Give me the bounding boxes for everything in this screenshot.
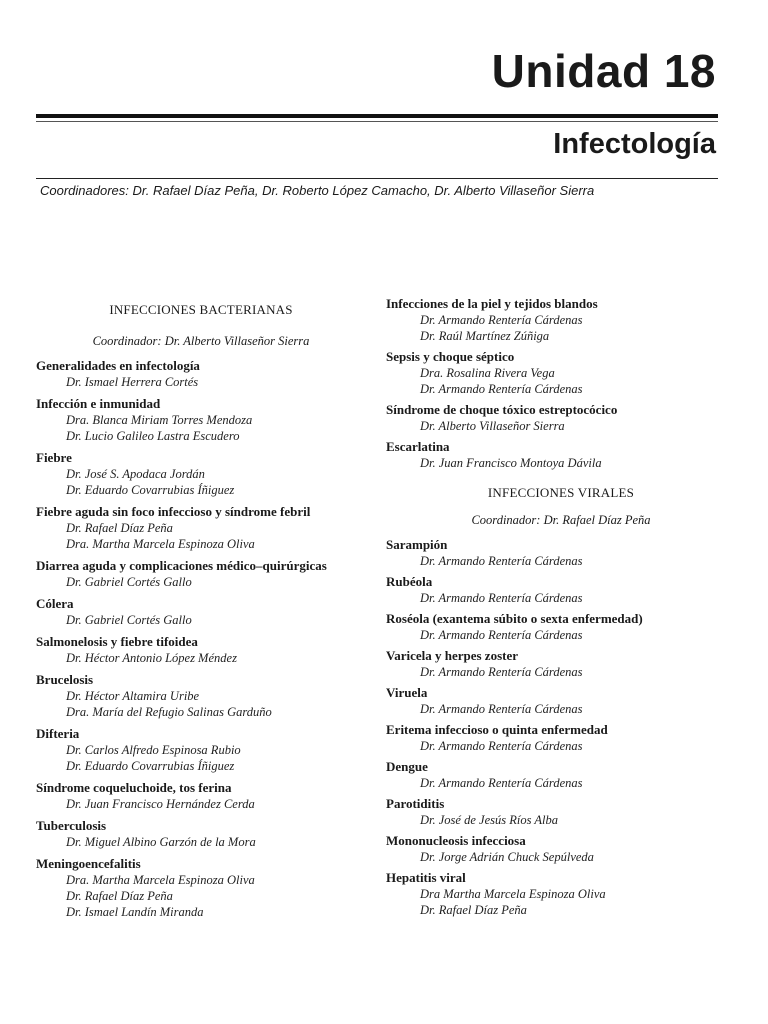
bacterial-section-coordinator: Coordinador: Dr. Alberto Villaseñor Sierra — [92, 333, 310, 348]
topic-title: Meningoencefalitis — [36, 855, 141, 871]
topic-title: Cólera — [36, 595, 74, 611]
toc-entry — [386, 722, 736, 754]
topic-title: Diarrea aguda y complicaciones médico–quirúrgicas — [36, 557, 327, 573]
topic-title: Tuberculosis — [36, 817, 107, 833]
author-name: Dra. Martha Marcela Espinoza Oliva — [66, 536, 255, 551]
author-name: Dr. Eduardo Covarrubias Íñiguez — [66, 482, 235, 497]
toc-entry — [36, 358, 366, 390]
right-column — [386, 296, 736, 923]
toc-entry — [36, 396, 366, 444]
topic-title: Dengue — [386, 758, 428, 774]
toc-entry — [36, 726, 366, 774]
toc-entry — [386, 439, 736, 471]
topic-title: Escarlatina — [386, 439, 450, 454]
toc-entry — [36, 558, 366, 590]
author-name: Dr. Armando Rentería Cárdenas — [420, 590, 583, 605]
topic-title: Síndrome de choque tóxico estreptocócico — [386, 402, 618, 417]
topic-title: Fiebre aguda sin foco infeccioso y síndrome febril — [36, 503, 311, 519]
viral-section-coordinator: Coordinador: Dr. Rafael Díaz Peña — [471, 512, 651, 527]
author-name: Dr. José S. Apodaca Jordán — [66, 466, 205, 481]
toc-entry — [386, 349, 736, 397]
toc-entry — [386, 402, 736, 434]
topic-title: Mononucleosis infecciosa — [386, 832, 526, 848]
author-name: Dr. Miguel Albino Garzón de la Mora — [66, 834, 256, 849]
toc-entry — [386, 537, 736, 569]
author-name: Dr. Gabriel Cortés Gallo — [66, 574, 192, 589]
author-name: Dr. Rafael Díaz Peña — [66, 888, 173, 903]
bacterial-topic-list — [36, 358, 366, 920]
author-name: Dr. Rafael Díaz Peña — [420, 902, 527, 917]
topic-title: Sarampión — [386, 536, 448, 552]
viral-topic-list — [386, 537, 736, 918]
author-name: Dra. Blanca Miriam Torres Mendoza — [66, 412, 253, 427]
topic-title: Difteria — [36, 725, 80, 741]
author-name: Dr. Gabriel Cortés Gallo — [66, 612, 192, 627]
header-rule-thin — [36, 121, 718, 122]
topic-title: Viruela — [386, 684, 428, 700]
topic-title: Sepsis y choque séptico — [386, 349, 515, 364]
bacterial-topic-list-continued — [386, 296, 736, 471]
viral-section-heading: INFECCIONES VIRALES — [487, 485, 635, 500]
toc-entry — [36, 450, 366, 498]
toc-entry — [386, 648, 736, 680]
topic-title: Infección e inmunidad — [36, 395, 161, 411]
toc-entry — [386, 796, 736, 828]
toc-entry — [386, 759, 736, 791]
toc-entry — [386, 296, 736, 344]
author-name: Dra. Rosalina Rivera Vega — [420, 366, 555, 380]
author-name: Dr. Armando Rentería Cárdenas — [420, 701, 583, 716]
topic-title: Brucelosis — [36, 671, 94, 687]
toc-entry — [36, 672, 366, 720]
topic-title: Hepatitis viral — [386, 869, 466, 885]
author-name: Dr. Armando Rentería Cárdenas — [420, 313, 583, 327]
topic-title: Infecciones de la piel y tejidos blandos — [386, 296, 598, 311]
topic-title: Varicela y herpes zoster — [386, 647, 519, 663]
author-name: Dr. Armando Rentería Cárdenas — [420, 627, 583, 642]
topic-title: Fiebre — [36, 449, 72, 465]
author-name: Dr. Armando Rentería Cárdenas — [420, 738, 583, 753]
unit-title: Unidad 18 — [491, 45, 716, 97]
author-name: Dr. Ismael Landín Miranda — [66, 904, 204, 919]
author-name: Dr. Juan Francisco Hernández Cerda — [66, 796, 255, 811]
author-name: Dr. Eduardo Covarrubias Íñiguez — [66, 758, 235, 773]
toc-entry — [36, 596, 366, 628]
topic-title: Generalidades en infectología — [36, 357, 200, 373]
bacterial-section-heading: INFECCIONES BACTERIANAS — [109, 302, 293, 317]
author-name: Dr. Jorge Adrián Chuck Sepúlveda — [420, 849, 594, 864]
author-name: Dr. Armando Rentería Cárdenas — [420, 553, 583, 568]
toc-entry — [386, 611, 736, 643]
subject-rule — [36, 178, 718, 179]
author-name: Dr. Héctor Altamira Uribe — [66, 688, 200, 703]
toc-entry — [36, 780, 366, 812]
author-name: Dra Martha Marcela Espinoza Oliva — [420, 886, 606, 901]
author-name: Dr. Armando Rentería Cárdenas — [420, 664, 583, 679]
author-name: Dr. Armando Rentería Cárdenas — [420, 382, 583, 396]
author-name: Dr. José de Jesús Ríos Alba — [420, 812, 558, 827]
toc-entry — [36, 818, 366, 850]
toc-entry — [36, 504, 366, 552]
toc-entry — [386, 870, 736, 918]
toc-entry — [36, 856, 366, 920]
author-name: Dr. Lucio Galileo Lastra Escudero — [66, 428, 240, 443]
author-name: Dr. Rafael Díaz Peña — [66, 520, 173, 535]
author-name: Dr. Armando Rentería Cárdenas — [420, 775, 583, 790]
topic-title: Rubéola — [386, 573, 433, 589]
toc-entry — [386, 574, 736, 606]
author-name: Dr. Alberto Villaseñor Sierra — [420, 419, 565, 433]
author-name: Dr. Raúl Martínez Zúñiga — [420, 329, 550, 343]
header-rule-thick — [36, 114, 718, 118]
toc-entry — [386, 833, 736, 865]
topic-title: Salmonelosis y fiebre tifoidea — [36, 633, 198, 649]
author-name: Dr. Héctor Antonio López Méndez — [66, 650, 237, 665]
unit-coordinators: Coordinadores: Dr. Rafael Díaz Peña, Dr. Roberto López Camacho, Dr. Alberto Villaseñor Sierra — [40, 183, 595, 198]
topic-title: Eritema infeccioso o quinta enfermedad — [386, 721, 608, 737]
author-name: Dr. Carlos Alfredo Espinosa Rubio — [66, 742, 241, 757]
left-column — [36, 296, 366, 926]
topic-title: Roséola (exantema súbito o sexta enfermedad) — [386, 610, 643, 626]
toc-entry — [386, 685, 736, 717]
topic-title: Síndrome coqueluchoide, tos ferina — [36, 779, 232, 795]
author-name: Dra. María del Refugio Salinas Garduño — [66, 704, 272, 719]
subject-title: Infectología — [553, 128, 716, 160]
topic-title: Parotiditis — [386, 795, 445, 811]
author-name: Dr. Ismael Herrera Cortés — [66, 374, 199, 389]
author-name: Dra. Martha Marcela Espinoza Oliva — [66, 872, 255, 887]
author-name: Dr. Juan Francisco Montoya Dávila — [420, 456, 602, 470]
toc-entry — [36, 634, 366, 666]
